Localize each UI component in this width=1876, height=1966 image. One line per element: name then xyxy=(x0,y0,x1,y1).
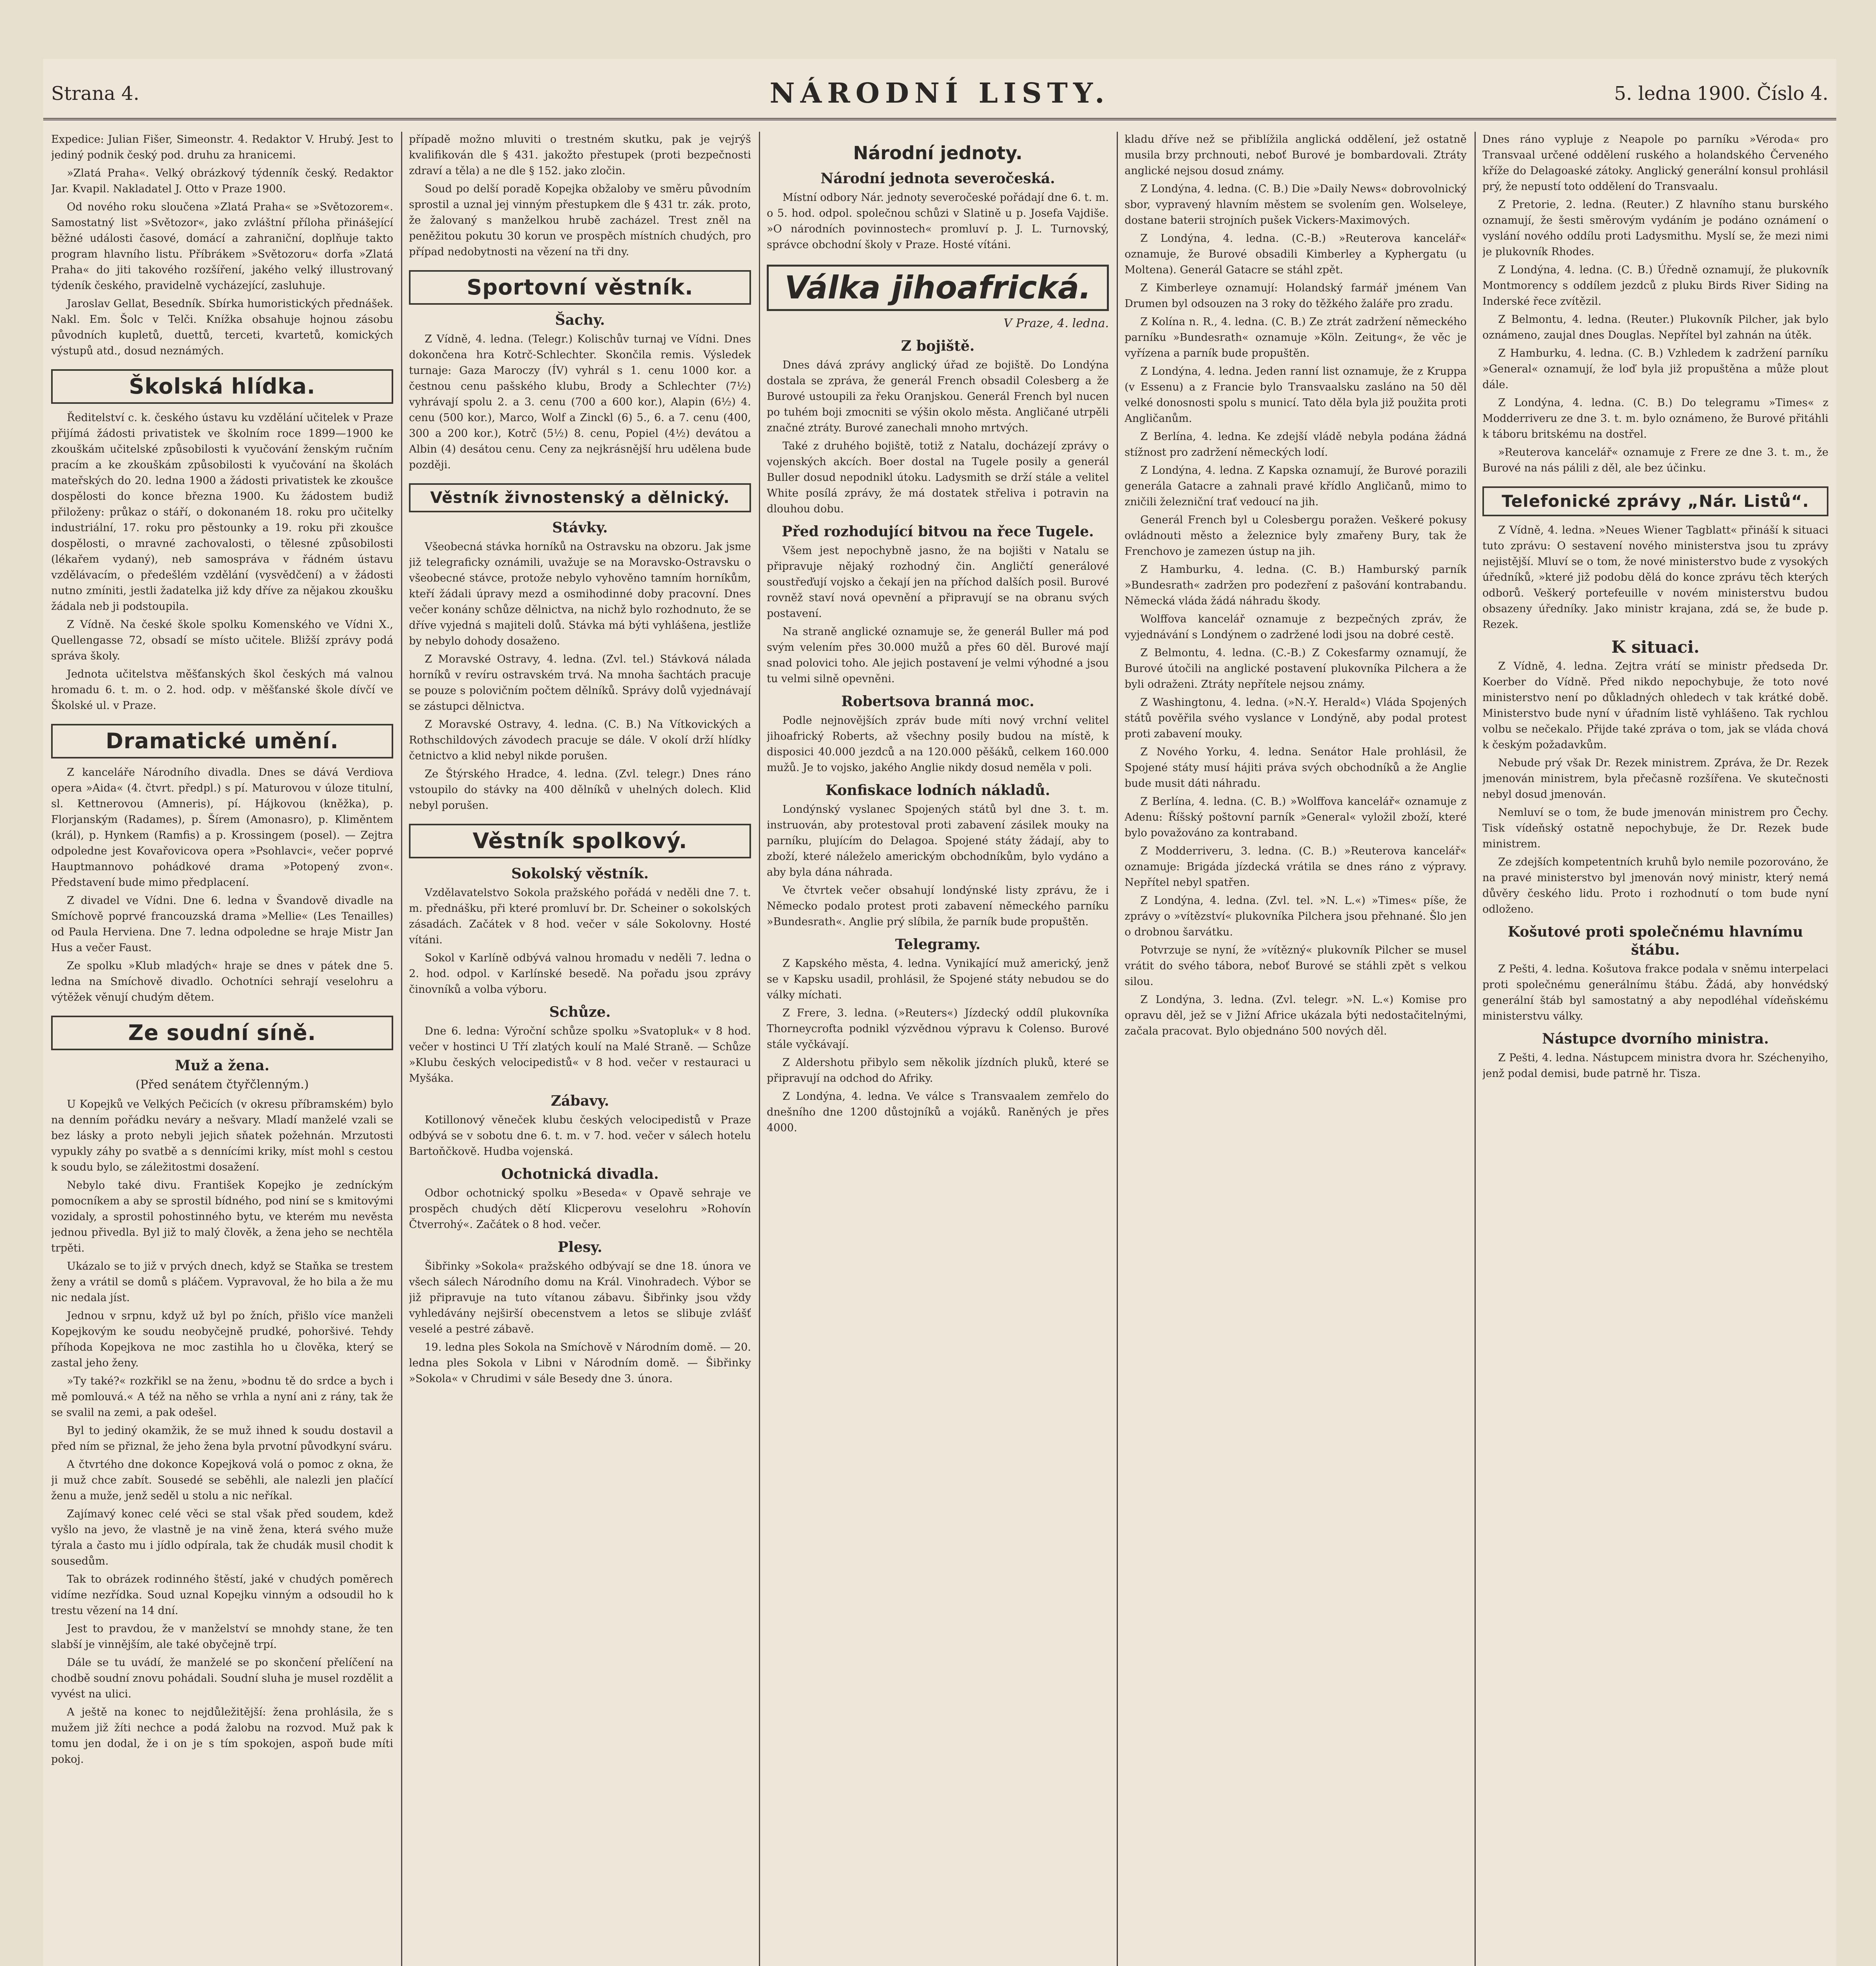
article-text: Z Frere, 3. ledna. (»Reuters«) Jízdecký oddíl plukovníka Thorneycrofta podnikl výzvědnou výpravu k Colenso. Burové stále vyčkávají. xyxy=(767,1007,1109,1051)
section-heading: Národní jednoty. xyxy=(853,142,1023,164)
column-rule xyxy=(401,132,402,1966)
article-title: Před rozhodující bitvou na řece Tugele. xyxy=(782,523,1094,540)
column-1 xyxy=(51,132,393,1966)
article-text: Z Londýna, 4. ledna. Ve válce s Transvaalem zemřelo do dnešního dne 1200 důstojníků a vojáků. Raněných je přes 4000. xyxy=(767,1090,1109,1134)
article-text: Z Londýna, 4. ledna. (C. B.) Do telegramu »Times« z Modderriveru ze dne 3. t. m. bylo oznámeno, že Burové přitáhli k táboru britskému na dostřel. xyxy=(1482,397,1828,440)
article-title: Ochotnická divadla. xyxy=(501,1166,659,1182)
column-3 xyxy=(767,132,1109,1966)
article-text: 19. ledna ples Sokola na Smíchově v Národním domě. — 20. ledna ples Sokola v Libni v Národním domě. — Šibřinky »Sokola« v Chrudimi v sále Besedy dne 3. února. xyxy=(409,1341,751,1385)
article-text: Podle nejnovějších zpráv bude míti nový vrchní velitel jihoafrický Roberts, až všechny posily budou na místě, k disposici 40.000 jezdců a na 120.000 pěšáků, celkem 160.000 mužů. Je to vojsko, jakého Anglie nikdy dosud neměla v poli. xyxy=(767,714,1109,774)
article-text: Z Berlína, 4. ledna. (C. B.) »Wolffova kancelář« oznamuje z Adenu: Říšský poštovní parník »General« vyložil zboží, které bylo považováno za kontraband. xyxy=(1125,795,1467,839)
article-text: Nebude prý však Dr. Rezek ministrem. Zpráva, že Dr. Rezek jmenován ministrem, byla přečasně rozšířena. Ve skutečnosti nebyl dosud jmenován. xyxy=(1482,757,1828,801)
article-text: Z kanceláře Národního divadla. Dnes se dává Verdiova opera »Aida« (4. čtvrt. předpl.) s pí. Maturovou v úloze titulní, sl. Kettnerovou (Amneris), pí. Hájkovou (kněžka), p. Florjanským (Radames), p. Šírem (Amonasro), p. Kliměntem (král), p. Hynkem (Ramfis) a p. Krossingem (posel). — Zejtra odpoledne jest Kovařovicova opera »Psohlavci«, večer poprvé Hauptmannovo pohádkové drama »Potopený zvon«. Představení bude mimo předplacení. xyxy=(51,766,393,889)
article-text: Jednota učitelstva měšťanských škol českých má valnou hromadu 6. t. m. o 2. hod. odp. v měšťanské škole dívčí ve Školské ul. v Praze. xyxy=(51,668,393,712)
article-title: K situaci. xyxy=(1611,637,1700,657)
article-text: Z Pešti, 4. ledna. Nástupcem ministra dvora hr. Széchenyiho, jenž podal demisi, bude patrně hr. Tisza. xyxy=(1482,1052,1828,1080)
issue-date: 5. ledna 1900. Číslo 4. xyxy=(1614,83,1828,105)
article-text: Z Moravské Ostravy, 4. ledna. (Zvl. tel.) Stávková nálada horníků v revíru ostravském trvá. Na mnoha šachtách pracuje se pouze s polovičním počtem dělníků. Správy dolů vyjednávají se zástupci dělnictva. xyxy=(409,653,751,712)
page-number: Strana 4. xyxy=(51,83,140,105)
article-title: Košutové proti společnému hlavnímu štábu. xyxy=(1508,924,1803,958)
masthead xyxy=(43,75,1836,120)
section-heading: Sportovní věstník. xyxy=(409,270,751,305)
article-text: Také z druhého bojiště, totiž z Natalu, docházejí zprávy o vojenských akcích. Boer dostal na Tugele posily a generál Buller dosud nepodnikl útoku. Ladysmith se drží stále a velitel White posílá zprávy, že má dostatek střeliva i potravin na dlouhou dobu. xyxy=(767,440,1109,515)
article-text: Z Aldershotu přibylo sem několik jízdních pluků, které se připravují na odchod do Afriky. xyxy=(767,1057,1109,1084)
article-text: Ze spolku »Klub mladých« hraje se dnes v pátek dne 5. ledna na Smíchově divadlo. Ochotníci sehrají veselohru a výtěžek věnují chudým dětem. xyxy=(51,960,393,1003)
section-heading: Telefonické zprávy „Nár. Listů“. xyxy=(1482,486,1828,516)
article-title: Telegramy. xyxy=(895,936,981,953)
article-title: Sokolský věstník. xyxy=(511,865,649,882)
article-text: Nebylo také divu. František Kopejko je zedníckým pomocníkem a aby se sprostil bídného, pod niní se s kmitovými vozidaly, a sprostil pohostinného bytu, ve kterém mu nevěsta jednou přivedla. Byl již to malý člověk, a žena jeho se nechtěla trpěti. xyxy=(51,1179,393,1254)
article-text: Z Kimberleye oznamují: Holandský farmář jménem Van Drumen byl odsouzen na 3 roky do těžkého žaláře pro zradu. xyxy=(1125,282,1467,310)
article-title: Muž a žena. xyxy=(175,1057,270,1074)
section-heading: Školská hlídka. xyxy=(51,369,393,404)
article-text: Ze zdejších kompetentních kruhů bylo nemile pozorováno, že na pravé ministerstvo byl jmenován nový ministr, který nemá důvěry českého lidu. Proto i rozhodnutí o tom bude nyní odloženo. xyxy=(1482,856,1828,915)
article-text: Ukázalo se to již v prvých dnech, když se Staňka se trestem ženy a vrátil se domů s pláčem. Vypravoval, že ho bila a že mu nic nedala jíst. xyxy=(51,1260,393,1304)
article-text: Ze Štýrského Hradce, 4. ledna. (Zvl. telegr.) Dnes ráno vstoupilo do stávky na 400 dělníků v uhelných dolech. Klid nebyl porušen. xyxy=(409,768,751,812)
article-text: Z Vídně, 4. ledna. »Neues Wiener Tagblatt« přináší k situaci tuto zprávu: O sestavení nového ministerstva jsou tu zprávy nejistější. Mluví se o tom, že nové ministerstvo bude z vysokých úředníků, »které již podobu dělá do konce zprávu těch kterých odborů. Veškerý portefeuille v novém ministerstvu budou obsazeny úředníky. Jako ministr krajana, zdá se, že bude p. Rezek. xyxy=(1482,524,1828,631)
article-text: Místní odbory Nár. jednoty severočeské pořádají dne 6. t. m. o 5. hod. odpol. společnou schůzi v Slatině u p. Josefa Vajdiše. »O národních povinnostech« promluví p. J. L. Turnovský, správce obchodní školy v Praze. Hosté vítáni. xyxy=(767,191,1109,251)
article-text: Expedice: Julian Fišer, Simeonstr. 4. Redaktor V. Hrubý. Jest to jediný podnik český pod. druhu za hranicemi. xyxy=(51,133,393,161)
column-5 xyxy=(1482,132,1828,1966)
article-text: »Reuterova kancelář« oznamuje z Frere ze dne 3. t. m., že Burové na nás pálili z děl, ale bez účinku. xyxy=(1482,446,1828,474)
column-rule xyxy=(1475,132,1476,1966)
article-text: Z Hamburku, 4. ledna. (C. B.) Hamburský parník »Bundesrath« zadržen pro podezření z pašování kontrabandu. Německá vláda žádá náhradu škody. xyxy=(1125,563,1467,607)
article-title: Plesy. xyxy=(558,1239,602,1255)
article-text: Na straně anglické oznamuje se, že generál Buller má pod svým velením přes 30.000 mužů a přes 60 děl. Burové mají snad polovici toho. Ale jejich postavení je velmi výhodné a jsou tu velmi silně opevněni. xyxy=(767,626,1109,685)
article-text: Všem jest nepochybně jasno, že na bojišti v Natalu se připravuje nějaký rozhodný čin. Angličtí generálové soustřeďují vojsko a čekají jen na příchod dalších posil. Burové rovněž staví nová opevnění a připravují se na obranu svých postavení. xyxy=(767,545,1109,620)
article-text: Vzdělavatelstvo Sokola pražského pořádá v neděli dne 7. t. m. přednášku, při které promluví br. Dr. Scheiner o sokolských zásadách. Začátek v 8 hod. večer v sále Sokolovny. Hosté vítáni. xyxy=(409,887,751,946)
article-text: Z Londýna, 4. ledna. (C. B.) Úředně oznamují, že plukovník Montmorency s oddílem jezdců z pluku Birds River Siding na Inderské řece zvítězil. xyxy=(1482,264,1828,307)
article-text: Jest to pravdou, že v manželství se mnohdy stane, že ten slabší je vinnějším, ale také obyčejně trpí. xyxy=(51,1623,393,1651)
section-heading: Věstník spolkový. xyxy=(409,824,751,858)
article-text: Z Washingtonu, 4. ledna. (»N.-Y. Herald«) Vláda Spojených států pověřila svého vyslance v Londýně, aby podal protest proti zabavení mouky. xyxy=(1125,696,1467,740)
article-title: Robertsova branná moc. xyxy=(841,693,1035,710)
article-text: Z Londýna, 4. ledna. (C. B.) Die »Daily News« dobrovolnický sbor, vypravený hlavním městem se svolením gen. Wolseleye, dostane baterii strojních pušek Vickers-Maximových. xyxy=(1125,183,1467,226)
newspaper-page xyxy=(43,59,1836,1966)
article-title: Konfiskace lodních nákladů. xyxy=(825,782,1050,799)
newspaper-title: NÁRODNÍ LISTY. xyxy=(770,77,1110,109)
article-text: Generál French byl u Colesbergu poražen. Veškeré pokusy ovládnouti město a železnice byly zmařeny Bury, tak že Frenchovo je zamezen ústup na jih. xyxy=(1125,514,1467,558)
article-title: Z bojiště. xyxy=(901,338,975,354)
article-title: Šachy. xyxy=(555,312,605,328)
section-heading: Válka jihoafrická. xyxy=(767,265,1109,311)
article-title: Národní jednota severočeská. xyxy=(820,170,1055,187)
article-text: Potvrzuje se nyní, že »vítězný« plukovník Pilcher se musel vrátit do svého tábora, neboť Burové se stáhli zpět s velkou silou. xyxy=(1125,944,1467,988)
section-heading: Ze soudní síně. xyxy=(51,1016,393,1050)
article-text: Z Moravské Ostravy, 4. ledna. (C. B.) Na Vítkovických a Rothschildových závodech pracuje se dále. V okolí drží hlídky četnictvo a klid nebyl nikde porušen. xyxy=(409,718,751,762)
article-text: Z Modderriveru, 3. ledna. (C. B.) »Reuterova kancelář« oznamuje: Brigáda jízdecká vrátila se dnes ráno z výpravy. Nepřítel nebyl spatřen. xyxy=(1125,845,1467,889)
article-text: Od nového roku sloučena »Zlatá Praha« se »Světozorem«. Samostatný list »Světozor«, jako zvláštní příloha přinášející běžné události časové, domácí a zahraniční, doplňuje takto program hlavního listu. Příbrákem »Světozoru« dorfa »Zlatá Praha« do jiti takového rozšíření, jakého velký illustrovaný týdeník českého, pravidelně vycházející, zasluhuje. xyxy=(51,201,393,292)
article-text: Z Londýna, 4. ledna. (C.-B.) »Reuterova kancelář« oznamuje, že Burové obsadili Kimberley a Kyphergatu (u Moltena). Generál Gatacre se stáhl zpět. xyxy=(1125,232,1467,276)
article-text: případě možno mluviti o trestném skutku, pak je vejrýš kvalifikován dle § 431. jakožto přestupek (proti bezpečnosti zdraví a těla) a ne dle § 152. jako zločin. xyxy=(409,133,751,177)
article-text: Zajímavý konec celé věci se stal však před soudem, kdež vyšlo na jevo, že vlastně je na vině žena, která svého muže týrala a často mu i jídlo odpírala, tak že chudák musil chodit k sousedům. xyxy=(51,1508,393,1567)
article-text: Z Vídně, 4. ledna. Zejtra vrátí se ministr předseda Dr. Koerber do Vídně. Před nikdo nepochybuje, že toto nové ministerstvo není po důkladných ohledech v tak krátké době. Ministerstvo bude nyní v úřadním listě vyhlášeno. Tak rychlou volbu se nečekalo. Přijde také zpráva o tom, jak se vláda chová k českým požadavkům. xyxy=(1482,660,1828,751)
article-text: Wolffova kancelář oznamuje z bezpečných zpráv, že vyjednávání s Londýnem o zadržené lodi jsou na dobré cestě. xyxy=(1125,613,1467,641)
article-text: Z Londýna, 3. ledna. (Zvl. telegr. »N. L.«) Komise pro opravu děl, jež se v Jižní Africe ukázala býti nedostačitelnými, začala pracovat. Bylo objednáno 500 nových děl. xyxy=(1125,994,1467,1037)
article-text: U Kopejků ve Velkých Pečicích (v okresu příbramském) bylo na denním pořádku neváry a nešvary. Mladí manželé vzali se bez lásky a proto nebyli jejich sňatek požehnán. Mrzutosti vypukly záhy po svatbě a s dennícími kriky, míst mohl s cestou k soudu bylo, se záležitostmi dosažení. xyxy=(51,1098,393,1173)
column-rule xyxy=(759,132,760,1966)
article-text: Z Pešti, 4. ledna. Košutova frakce podala v sněmu interpelaci proti společnému generálnímu štábu. Žádá, aby honvédský generální štáb byl samostatný a aby nepodléhal vídeňskému ministerstvu války. xyxy=(1482,963,1828,1022)
column-rule xyxy=(1117,132,1118,1966)
article-text: Všeobecná stávka horníků na Ostravsku na obzoru. Jak jsme již telegraficky oznámili, uvažuje se na Moravsko-Ostravsku o všeobecné stávce, protože nebylo vyhověno tamním horníkům, kteří žádali úpravy mezd a osmihodinné doby pracovní. Dnes večer konány schůze dělnictva, na nichž bylo rozhodnuto, že se dříve vyjedná s majiteli dolů. Stávka má býti vyhlášena, jestliže by nebylo dohody dosaženo. xyxy=(409,541,751,647)
article-text: Dále se tu uvádí, že manželé se po skončení přelíčení na chodbě soudní znovu pohádali. Soudní sluha je musel rozdělit a vyvést na ulici. xyxy=(51,1657,393,1700)
article-text: Ředitelství c. k. českého ústavu ku vzdělání učitelek v Praze přijímá žádosti privatistek ve školním roce 1899—1900 ke zkouškám učitelské způsobilosti k vyučování ženským ručním pracím a ke zkouškám způsobilosti k vyučování na školách mateřských do 20. ledna 1900 a žádosti privatistek ke zkoušce dospělosti do konce března 1900. Ku žádostem budiž přiloženy: průkaz o stáří, o dokonaném 18. roku pro učitelky industriální, 17. roku pro pěstounky a 19. roku při zkoušce dospělosti, o mravné zachovalosti, o tělesné způsobilosti (lékařem vydaný), neb samospráva v řádném ústavu vzdělávacím, o předešlém vzdělání (vysvědčení) a v žádosti nutno zmíniti, jestli žadatelka již kdy dříve za nějakou zkoušku žádala neb ji podstoupila. xyxy=(51,412,393,613)
article-text: Z Belmontu, 4. ledna. (Reuter.) Plukovník Pilcher, jak bylo oznámeno, zaujal dnes Douglas. Nepřítel byl zahnán na útěk. xyxy=(1482,313,1828,341)
article-title: Stávky. xyxy=(552,519,608,536)
article-text: Odbor ochotnický spolku »Beseda« v Opavě sehraje ve prospěch chudých dětí Klicperovu veselohru »Rohovín Čtverrohý«. Začátek o 8 hod. večer. xyxy=(409,1187,751,1231)
article-text: Londýnský vyslanec Spojených států byl dne 3. t. m. instruován, aby protestoval proti zabavení zásilek mouky na parníku, plujícím do Delagoa. Spojené státy žádají, aby to zboží, které náleželo americkým obchodníkům, bylo vydáno a aby byla dána náhrada. xyxy=(767,803,1109,878)
article-text: Z Vídně, 4. ledna. (Telegr.) Kolischův turnaj ve Vídni. Dnes dokončena hra Kotrč-Schlechter. Skončila remis. Výsledek turnaje: Gaza Maroczy (ÍV) vyhrál s 1. cenu 1000 kor. a čestnou cenu pašského klubu, Brody a Schlechter (7½) vyhrávají spolu 2. a 3. cenu (700 a 600 kor.), Alapin (6½) 4. cenu (500 kor.), Marco, Wolf a Zinckl (6) 5., 6. a 7. cenu (400, 300 a 200 kor.), Kotrč (5½) 8. cenu, Popiel (4½) devátou a Albin (4) desátou cenu. Ceny za nejkrásnější hru udělena bude později. xyxy=(409,333,751,471)
article-text: Z Pretorie, 2. ledna. (Reuter.) Z hlavního stanu burského oznamují, že šesti směrovým vydáním je podáno oznámení o vyslání nového oddílu proti Ladysmithu. Myslí se, že mezi nimi je plukovník Rhodes. xyxy=(1482,199,1828,258)
section-heading: Dramatické umění. xyxy=(51,724,393,758)
article-text: Nemluví se o tom, že bude jmenován ministrem pro Čechy. Tisk vídeňský ostatně nepochybuje, že Dr. Rezek bude ministrem. xyxy=(1482,806,1828,850)
article-text: Z Londýna, 4. ledna. Jeden ranní list oznamuje, že z Kruppa (v Essenu) a z Francie bylo Transvaalsku zasláno na 50 děl velké donosnosti spolu s municí. Tato děla byla již použita proti Angličanům. xyxy=(1125,365,1467,425)
article-text: »Zlatá Praha«. Velký obrázkový týdenník český. Redaktor Jar. Kvapil. Nakladatel J. Otto v Praze 1900. xyxy=(51,167,393,195)
article-title: Zábavy. xyxy=(550,1093,609,1109)
section-heading: Věstník živnostenský a dělnický. xyxy=(409,483,751,512)
article-text: Z Kapského města, 4. ledna. Vynikající muž americký, jenž se v Kapsku usadil, prohlásil, že Spojené státy nebudou se do války míchati. xyxy=(767,957,1109,1001)
article-text: Z Nového Yorku, 4. ledna. Senátor Hale prohlásil, že Spojené státy musí hájiti práva svých obchodníků a že Anglie bude musit dáti náhradu. xyxy=(1125,746,1467,790)
article-text: kladu dříve než se přiblížila anglická oddělení, jež ostatně musila brzy prchnouti, neboť Burové je bombardovali. Ztráty anglické nejsou dosud známy. xyxy=(1125,133,1467,177)
column-4 xyxy=(1125,132,1467,1966)
article-text: Dne 6. ledna: Výroční schůze spolku »Svatopluk« v 8 hod. večer v hostinci U Tří zlatých koulí na Malé Straně. — Schůze »Klubu českých velocipedistů« v 8 hod. večer v restauraci u Myšáka. xyxy=(409,1025,751,1084)
article-text: Z divadel ve Vídni. Dne 6. ledna v Švandově divadle na Smíchově poprvé francouzská drama »Mellie« (Les Tenailles) od Paula Herviena. Dne 7. ledna odpoledne se hraje Mistr Jan Hus a večer Faust. xyxy=(51,895,393,954)
article-text: Šibřinky »Sokola« pražského odbývají se dne 18. února ve všech sálech Národního domu na Král. Vinohradech. Výbor se již připravuje na tuto vítanou zábavu. Šibřinky jsou vždy vyhledávány nejširší obecenstvem a letos se slibuje zvlášť veselé a pestré zábavě. xyxy=(409,1260,751,1335)
column-2 xyxy=(409,132,751,1966)
article-text: Ve čtvrtek večer obsahují londýnské listy zprávu, že i Německo podalo protest proti zabavení německého parníku »Bundesrath«. Anglie prý slíbila, že parník bude propuštěn. xyxy=(767,884,1109,928)
article-text: Z Hamburku, 4. ledna. (C. B.) Vzhledem k zadržení parníku »General« oznamují, že loď byla již propuštěna a může plout dále. xyxy=(1482,347,1828,391)
article-text: »Ty také?« rozkřikl se na ženu, »bodnu tě do srdce a bych i mě pomlouvá.« A též na něho se vrhla a nyní ani z rány, tak že se svalil na zemi, a pak odešel. xyxy=(51,1375,393,1419)
article-text: Tak to obrázek rodinného štěstí, jaké v chudých poměrech vidíme nezřídka. Soud uznal Kopejku vinným a odsoudil ho k trestu vězení na 14 dní. xyxy=(51,1573,393,1617)
article-text: Z Kolína n. R., 4. ledna. (C. B.) Ze ztrát zadržení německého parníku »Bundesrath« oznamuje »Köln. Zeitung«, že věc je vyřízena a parník bude propuštěn. xyxy=(1125,316,1467,359)
article-title: Nástupce dvorního ministra. xyxy=(1542,1031,1769,1047)
article-text: Z Berlína, 4. ledna. Ke zdejší vládě nebyla podána žádná stížnost pro zadržení německých lodí. xyxy=(1125,431,1467,458)
article-text: Jednou v srpnu, když už byl po žních, přišlo více manželi Kopejkovým ke soudu neobyčejně prudké, pohoršivé. Tehdy příhoda Kopejkova ne moc zastihla ho u člověka, který se zastal jeho ženy. xyxy=(51,1310,393,1369)
article-text: Z Londýna, 4. ledna. Z Kapska oznamují, že Burové porazili generála Gatacre a zahnali pravé křídlo Angličanů, mimo to zničili železniční trať vedoucí na jih. xyxy=(1125,464,1467,508)
article-text: Dnes ráno vypluje z Neapole po parníku »Véroda« pro Transvaal určené oddělení ruského a holandského Červeného kříže do Delagoaské zátoky. Anglický generální konsul prohlásil prý, že nepustí toto oddělení do Transvaalu. xyxy=(1482,133,1828,193)
article-text: Z Belmontu, 4. ledna. (C.-B.) Z Cokesfarmy oznamují, že Burové útočili na anglické postavení plukovníka Pilchera a že byli odraženi. Ztráty nepřítele nejsou známy. xyxy=(1125,647,1467,690)
article-subtitle: (Před senátem čtyřčlenným.) xyxy=(135,1078,309,1092)
article-title: Schůze. xyxy=(549,1004,611,1020)
article-text: A čtvrtého dne dokonce Kopejková volá o pomoc z okna, že ji muž chce zabít. Sousedé se seběhli, ale nalezli jen plačící ženu a muže, jenž seděl u stolu a nic neříkal. xyxy=(51,1458,393,1502)
article-text: Sokol v Karlíně odbývá valnou hromadu v neděli 7. ledna o 2. hod. odpol. v Karlínské besedě. Na pořadu jsou zprávy činovníků a volba výboru. xyxy=(409,952,751,996)
article-text: Soud po delší poradě Kopejka obžaloby ve směru původním sprostil a uznal jej vinným přestupkem dle § 431 tr. zák. proto, že žalovaný s manželkou hrubě zacházel. Trest zněl na peněžitou pokutu 30 korun ve prospěch místních chudých, pro případ nedobytnosti na vězení na tři dny. xyxy=(409,183,751,258)
article-text: Jaroslav Gellat, Besedník. Sbírka humoristických přednášek. Nakl. Em. Šolc v Telči. Knížka obsahuje hojnou zásobu původních kupletů, duettů, terceti, kvartetů, komických výstupů atd., dosud neznámých. xyxy=(51,298,393,357)
article-text: Dnes dává zprávy anglický úřad ze bojiště. Do Londýna dostala se zpráva, že generál French obsadil Colesberg a že Burové ustoupili za řeku Oranjskou. Generál French byl nucen po tuhém boji zmocniti se výšin okolo města. Angličané utrpěli značné ztráty. Burové zanechali mnoho mrtvých. xyxy=(767,359,1109,434)
article-text: Z Vídně. Na české škole spolku Komenského ve Vídni X., Quellengasse 72, obsadí se místo učitele. Bližší zprávy podá správa školy. xyxy=(51,619,393,662)
article-text: Kotillonový věneček klubu českých velocipedistů v Praze odbývá se v sobotu dne 6. t. m. v 7. hod. večer v sálech hotelu Bartoňčkově. Hudba vojenská. xyxy=(409,1114,751,1158)
article-text: Z Londýna, 4. ledna. (Zvl. tel. »N. L.«) »Times« píše, že zprávy o »vítězství« plukovníka Pilchera jsou přehnané. Šlo jen o drobnou šarvátku. xyxy=(1125,895,1467,938)
dateline: V Praze, 4. ledna. xyxy=(1003,317,1109,330)
article-text: Byl to jediný okamžik, že se muž ihned k soudu dostavil a před ním se přiznal, že jeho žena byla prvotní původkyní sváru. xyxy=(51,1425,393,1452)
article-text: A ještě na konec to nejdůležitější: žena prohlásila, že s mužem již žíti nechce a podá žalobu na rozvod. Muž pak k tomu jen dodal, že i on je s tím spokojen, aspoň bude míti pokoj. xyxy=(51,1706,393,1765)
